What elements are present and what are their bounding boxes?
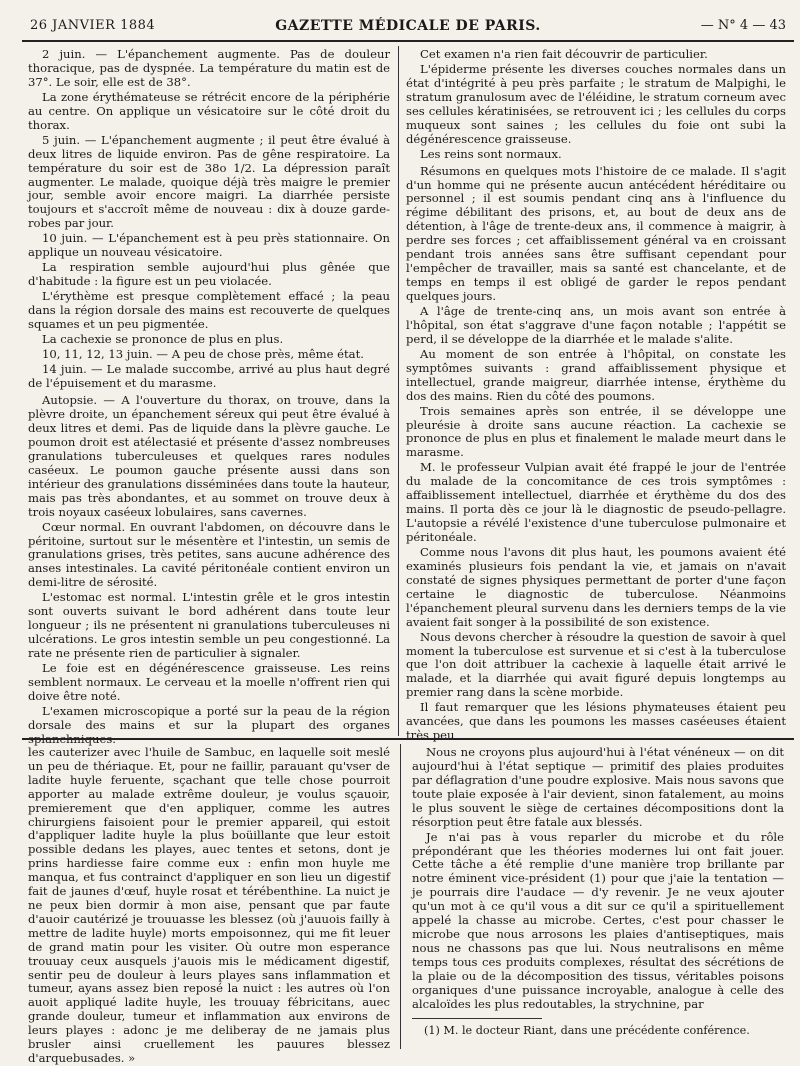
paragraph: Au moment de son entrée à l'hôpital, on constate les symptômes suivants : grand affaiblissement physique et intellectuel, grande maigreur, diarrhée intense, érythème du dos des mains. Rien du côté des poumons. <box>406 346 786 403</box>
paragraph: Le foie est en dégénérescence graisseuse. Les reins semblent normaux. Le cerveau et la moelle n'offrent rien qui doive être noté. <box>28 661 390 703</box>
footnote-rule <box>412 1018 542 1019</box>
paragraph: Résumons en quelques mots l'histoire de ce malade. Il s'agit d'un homme qui ne présente aucun antécédent héréditaire ou personnel ; il est soumis pendant cinq ans à l'influence du régime débilitant des prisons, et, au bout de deux ans de détention, à l'âge de trente-deux ans, il commence à maigrir, à perdre ses forces ; cet affaiblissement général va en croissant pendant trois années sans être suffisant cependant pour l'empêcher de travailler, mais sa santé est chancelante, et de temps en temps il est obligé de garder le repos pendant quelques jours. <box>406 163 786 303</box>
paragraph: 5 juin. — L'épanchement augmente ; il peut être évalué à deux litres de liquide environ. Pas de gêne respiratoire. La température du soir est de 38o 1/2. La dépression paraît augmenter. Le malade, quoique déjà très maigre le premier jour, semble avoir encore maigri. La diarrhée persiste toujours et s'accroît même de nouveau : dix à douze garde-robes par jour. <box>28 132 390 231</box>
issue-date: 26 JANVIER 1884 <box>30 18 156 33</box>
page-number: — N° 4 — 43 <box>700 18 786 33</box>
paragraph: L'examen microscopique a porté sur la peau de la région dorsale des mains et sur la plupart des organes splanchniques. <box>28 703 390 746</box>
paragraph: Cœur normal. En ouvrant l'abdomen, on découvre dans le péritoine, surtout sur le mésentère et l'intestin, un semis de granulations grises, très petites, sans aucune adhérence des anses intestinales. La cavité péritonéale contient environ un demi-litre de sérosité. <box>28 519 390 590</box>
page-header <box>22 18 794 38</box>
paragraph-autopsie: Autopsie. — A l'ouverture du thorax, on trouve, dans la plèvre droite, un épanchement séreux qui peut être évalué à deux litres et demi. Pas de liquide dans la plèvre gauche. Le poumon droit est atélectasié et présente d'assez nombreuses granulations tuberculeuses et quelques rares nodules caséeux. Le poumon gauche présente aussi dans son intérieur des granulations disséminées dans toute la hauteur, mais pas très abondantes, et au sommet on trouve deux à trois noyaux caséeux lobulaires, sans cavernes. <box>28 393 390 519</box>
paragraph: 14 juin. — Le malade succombe, arrivé au plus haut degré de l'épuisement et du marasme. <box>28 362 390 391</box>
paragraph: L'épiderme présente les diverses couches normales dans un état d'intégrité à peu près parfaite ; le stratum de Malpighi, le stratum granulosum avec de l'éléidine, le stratum corneum avec ses cellules kératinisées, se retrouvent ici ; les cellules du corps muqueux sont saines ; les cellules du foie ont subi la dégénérescence graisseuse. <box>406 62 786 146</box>
paragraph: La zone érythémateuse se rétrécit encore de la périphérie au centre. On applique un vésicatoire sur le côté droit du thorax. <box>28 89 390 132</box>
paragraph: L'estomac est normal. L'intestin grêle et le gros intestin sont ouverts suivant le bord adhérent dans toute leur longueur ; ils ne présentent ni granulations tuberculeuses ni ulcérations. Le gros intestin semble un peu congestionné. La rate ne présente rien de particulier à signaler. <box>28 590 390 660</box>
paragraph: M. le professeur Vulpian avait été frappé le jour de l'entrée du malade de la concomitance de ces trois symptômes : affaiblissement intellectuel, diarrhée et érythème du dos des mains. Il porta dès ce jour là le diagnostic de pseudo-pellagre. L'autopsie a révélé l'existence d'une tuberculose pulmonaire et péritonéale. <box>406 460 786 544</box>
paragraph: les cauterizer avec l'huile de Sambuc, en laquelle soit meslé un peu de thériaque. Et, pour ne faillir, parauant qu'vser de ladite huyle feruente, sçachant que telle chose pourroit apporter au malade extrême douleur, je voulus sçauoir, premierement que d'en appliquer, comme les autres chirurgiens faisoient pour le premier appareil, qui estoit d'appliquer ladite huyle la plus boüillante que leur estoit possible dedans les playes, auec tentes et setons, dont je prins hardiesse faire comme eux : enfin mon huyle me manqua, et fus contrainct d'appliquer en son lieu un digestif fait de jaunes d'œuf, huyle rosat et térébenthine. La nuict je ne peux bien dormir à mon aise, pensant que par faute d'auoir cautérizé je trouuasse les blessez (où j'auuois failly à mettre de ladite huyle) morts empoisonnez, qui me fit leuer de grand matin pour les visiter. Où outre mon esperance trouuay ceux ausquels j'auois mis le médicament digestif, sentir peu de douleur à leurs playes sans inflammation et tumeur, ayans assez bien reposé la nuict : les autres où l'on auoit appliqué ladite huyle, les trouuay fébricitans, auec grande douleur, tumeur et inflammation aux environs de leurs playes : adonc je me deliberay de ne jamais plus brusler ainsi cruellement les pauures blessez d'arquebusades. » <box>28 745 390 1065</box>
journal-title: GAZETTE MÉDICALE DE PARIS. <box>275 18 541 34</box>
paragraph: La respiration semble aujourd'hui plus gênée que d'habitude : la figure est un peu violacée. <box>28 260 390 289</box>
column-bottom-left <box>28 745 390 1065</box>
paragraph: La cachexie se prononce de plus en plus. <box>42 332 284 347</box>
paragraph: A l'âge de trente-cinq ans, un mois avant son entrée à l'hôpital, son état s'aggrave d'une façon notable ; l'appétit se perd, il se développe de la diarrhée et le malade s'alite. <box>406 303 786 346</box>
paragraph: 10, 11, 12, 13 juin. — A peu de chose près, même état. <box>42 347 364 362</box>
paragraph: Cet examen n'a rien fait découvrir de particulier. <box>420 47 708 61</box>
paragraph: Nous ne croyons plus aujourd'hui à l'état vénéneux — on dit aujourd'hui à l'état septique — primitif des plaies produites par déflagration d'une poudre explosive. Mais nous savons que toute plaie exposée à l'air devient, sinon fatalement, au moins le plus souvent le siège de certaines décompositions dont la résorption peut être fatale aux blessés. <box>412 745 784 829</box>
paragraph: Il faut remarquer que les lésions phymateuses étaient peu avancées, que dans les poumons les masses caséeuses étaient très peu <box>406 700 786 743</box>
paragraph: Les reins sont normaux. <box>420 146 562 161</box>
section-rule <box>22 738 794 740</box>
paragraph: Nous devons chercher à résoudre la question de savoir à quel moment la tuberculose est survenue et si c'est à la tuberculose que l'on doit attribuer la cachexie à laquelle était arrivé le malade, et la diarrhée qui avait figuré depuis longtemps au premier rang dans la scène morbide. <box>406 629 786 700</box>
paragraph: L'érythème est presque complètement effacé ; la peau dans la région dorsale des mains est recouverte de quelques squames et un peu pigmentée. <box>28 289 390 332</box>
paragraph: Trois semaines après son entrée, il se développe une pleurésie à droite sans aucune réaction. La cachexie se prononce de plus en plus et finalement le malade meurt dans le marasme. <box>406 403 786 460</box>
paragraph: 2 juin. — L'épanchement augmente. Pas de douleur thoracique, pas de dyspnée. La température du matin est de 37°. Le soir, elle est de 38°. <box>28 47 390 89</box>
column-bottom-right <box>412 746 784 1014</box>
column-divider <box>398 46 399 736</box>
paragraph: 10 juin. — L'épanchement est à peu près stationnaire. On applique un nouveau vésicatoire. <box>28 231 390 260</box>
column-top-left <box>28 47 390 746</box>
column-divider <box>400 744 401 1049</box>
header-rule <box>22 40 794 42</box>
paragraph: Je n'ai pas à vous reparler du microbe et du rôle prépondérant que les théories modernes lui ont fait jouer. Cette tâche a été remplie d'une manière trop brillante par notre éminent vice-président (1) pour que j'aie la tentation — je pourrais dire l'audace — d'y revenir. Je ne veux ajouter qu'un mot à ce qu'il vous a dit sur ce qu'il a spirituellement appelé la chasse au microbe. Certes, c'est pour chasser le microbe que nous arrosons les plaies d'antiseptiques, mais nous ne chassons pas que lui. Nous neutralisons en même temps tous ces produits complexes, résultat des sécrétions de la plaie ou de la décomposition des tissus, véritables poisons organiques d'une puissance incroyable, analogue à celle des alcaloïdes les plus redoutables, la strychnine, par <box>412 829 784 1011</box>
footnote: (1) M. le docteur Riant, dans une précédente conférence. <box>424 1024 750 1037</box>
paragraph: Comme nous l'avons dit plus haut, les poumons avaient été examinés plusieurs fois pendant la vie, et jamais on n'avait constaté de signes physiques permettant de porter d'une façon certaine le diagnostic de tuberculose. Néanmoins l'épanchement pleural survenu dans les derniers temps de la vie avaient fait songer à la possibilité de son existence. <box>406 545 786 629</box>
column-top-right <box>406 47 786 743</box>
